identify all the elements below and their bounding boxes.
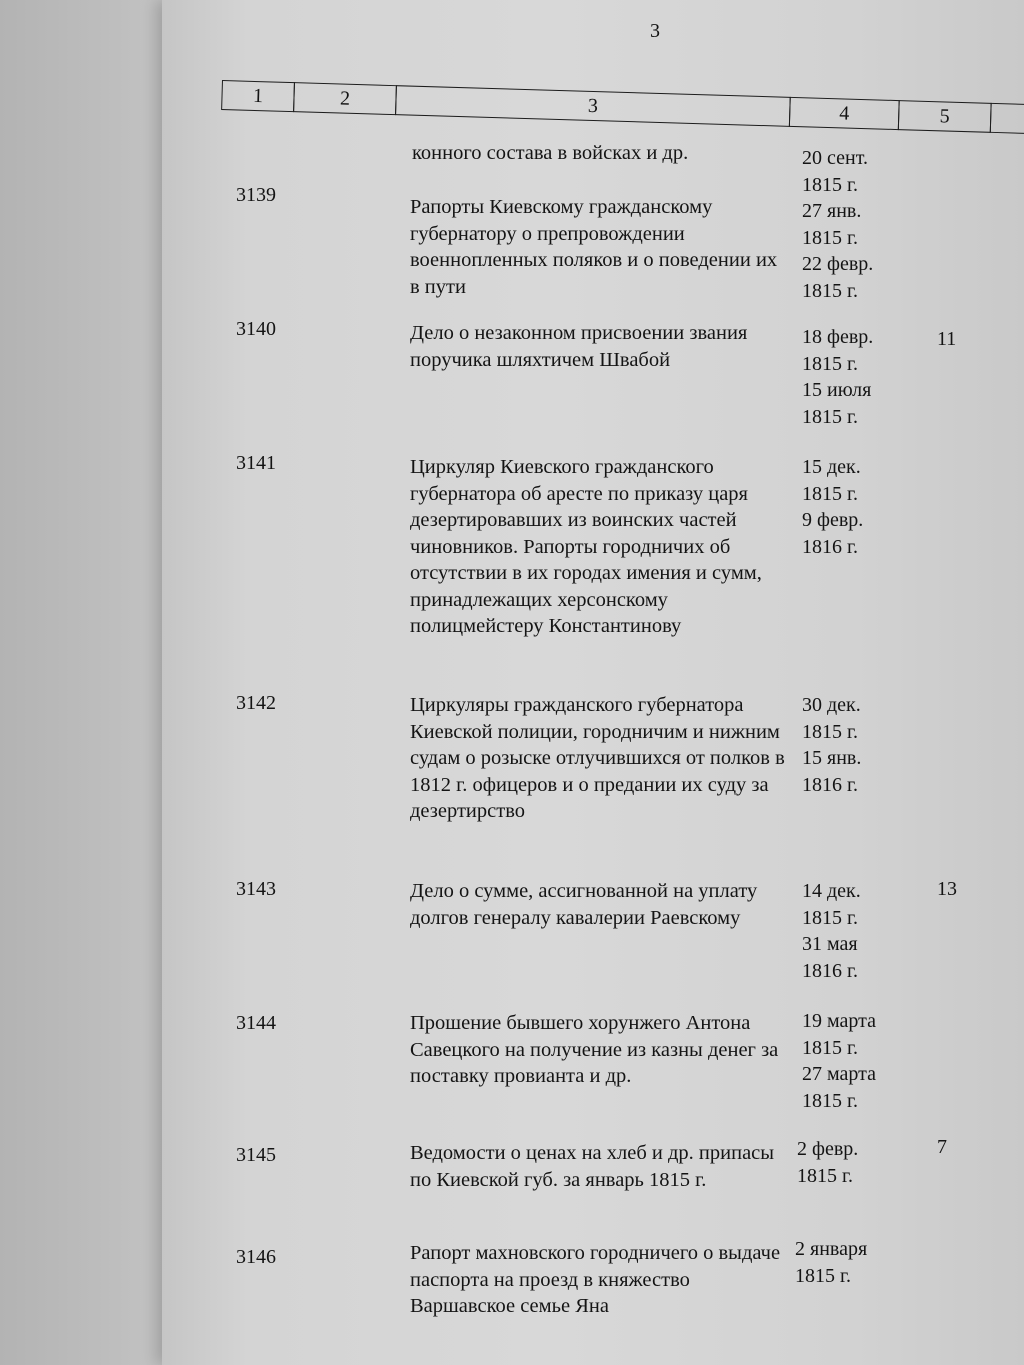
date-line: 1815 г. bbox=[802, 720, 858, 743]
entry-dates bbox=[802, 1008, 876, 1114]
entry-dates bbox=[802, 198, 873, 304]
date-line: 20 сент. bbox=[802, 147, 868, 169]
entry-number: 3146 bbox=[236, 1246, 276, 1268]
page-number: 3 bbox=[650, 20, 660, 42]
date-line: 1816 г. bbox=[802, 535, 858, 558]
date-line: 9 февр. bbox=[802, 509, 864, 531]
date-line: 1816 г. bbox=[802, 773, 858, 796]
header-cell-3: 3 bbox=[395, 85, 791, 127]
book-gutter-shadow bbox=[0, 0, 175, 1365]
date-line: 1815 г. bbox=[797, 1164, 853, 1187]
entry-dates bbox=[802, 145, 868, 198]
date-line: 19 марта bbox=[802, 1010, 876, 1032]
entry-description: Циркуляр Киевского гражданского губернатора об аресте по приказу царя дезертировавших из воинских частей чиновников. Рапорты городничих об отсутствии в их городах имения и сумм, принадлежащих херсонскому полицмейстеру Константинову bbox=[410, 456, 762, 637]
date-line: 18 февр. bbox=[802, 326, 874, 348]
entry-number: 3139 bbox=[236, 184, 276, 206]
entry-sheets: 7 bbox=[937, 1136, 947, 1158]
date-line: 27 янв. bbox=[802, 200, 862, 222]
date-line: 1816 г. bbox=[802, 959, 858, 982]
entry-sheets: 11 bbox=[937, 328, 957, 350]
header-cell-extra bbox=[990, 103, 1024, 135]
entry-number: 3144 bbox=[236, 1012, 276, 1034]
entry-dates bbox=[802, 324, 873, 430]
date-line: 1815 г. bbox=[802, 352, 858, 375]
entry-description: Циркуляры гражданского губернатора Киевской полиции, городничим и нижним судам о розыске отлучившихся от полков в 1812 г. офицеров и о предании их суду за дезертирство bbox=[410, 694, 785, 822]
entry-number: 3142 bbox=[236, 692, 276, 714]
date-line: 15 янв. bbox=[802, 747, 862, 769]
entry-description: Дело о незаконном присвоении звания поручика шляхтичем Швабой bbox=[410, 322, 748, 371]
entry-dates bbox=[802, 692, 861, 798]
date-line: 15 дек. bbox=[802, 456, 861, 478]
entry-number: 3141 bbox=[236, 452, 276, 474]
date-line: 1815 г. bbox=[802, 906, 858, 929]
entry-description: Ведомости о ценах на хлеб и др. припасы по Киевской губ. за январь 1815 г. bbox=[410, 1142, 775, 1191]
date-line: 30 дек. bbox=[802, 694, 861, 716]
header-cell-2: 2 bbox=[293, 82, 397, 115]
date-line: 1815 г. bbox=[802, 482, 858, 505]
entry-description: Прошение бывшего хорунжего Антона Савецкого на получение из казны денег за поставку провианта и др. bbox=[410, 1012, 779, 1087]
entry-description: Дело о сумме, ассигнованной на уплату долгов генералу кавалерии Раевскому bbox=[410, 880, 758, 929]
entry-dates bbox=[802, 454, 863, 560]
entry-dates bbox=[802, 878, 861, 984]
date-line: 1815 г. bbox=[802, 1089, 858, 1112]
entry-number: 3140 bbox=[236, 318, 276, 340]
entry-number: 3145 bbox=[236, 1144, 276, 1166]
header-cell-1: 1 bbox=[221, 80, 295, 112]
header-cell-5: 5 bbox=[898, 100, 992, 133]
entry-sheets: 13 bbox=[937, 878, 957, 900]
date-line: 22 февр. bbox=[802, 253, 874, 275]
date-line: 1815 г. bbox=[802, 405, 858, 428]
entry-description: Рапорт махновского городничего о выдаче паспорта на проезд в княжество Варшавское семье Яна bbox=[410, 1242, 781, 1317]
date-line: 31 мая bbox=[802, 933, 858, 955]
date-line: 2 февр. bbox=[797, 1138, 859, 1160]
date-line: 15 июля bbox=[802, 379, 872, 401]
entry-dates bbox=[797, 1136, 858, 1189]
entry-description: Рапорты Киевскому гражданскому губернатору о препровождении военнопленных поляков и о поведении их в пути bbox=[410, 196, 778, 298]
entry-description: конного состава в войсках и др. bbox=[412, 142, 689, 164]
date-line: 1815 г. bbox=[802, 173, 858, 196]
date-line: 2 января bbox=[795, 1238, 868, 1260]
date-line: 27 марта bbox=[802, 1063, 876, 1085]
date-line: 1815 г. bbox=[795, 1264, 851, 1287]
date-line: 1815 г. bbox=[802, 226, 858, 249]
header-cell-4: 4 bbox=[789, 97, 900, 130]
date-line: 1815 г. bbox=[802, 279, 858, 302]
entry-number: 3143 bbox=[236, 878, 276, 900]
date-line: 1815 г. bbox=[802, 1036, 858, 1059]
date-line: 14 дек. bbox=[802, 880, 861, 902]
entry-dates bbox=[795, 1236, 867, 1289]
